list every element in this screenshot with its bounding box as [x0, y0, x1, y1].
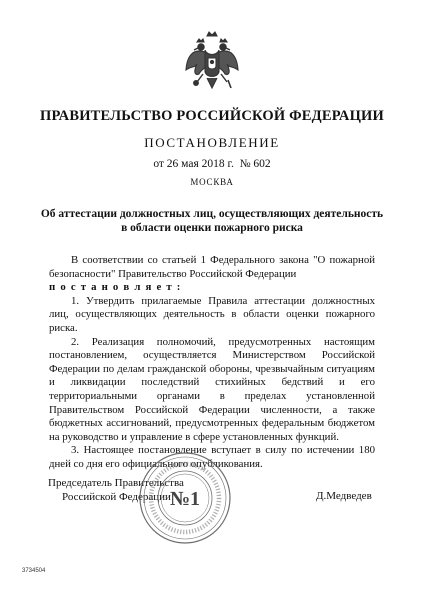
- item-3-paragraph: 3. Настоящее постановление вступает в силу по истечении 180 дней со дня его официального опубликования.: [49, 444, 375, 470]
- signatory-name: Д.Медведев: [316, 490, 372, 502]
- intro-paragraph: В соответствии со статьей 1 Федерального закона "О пожарной безопасности" Правительство Российской Федерации: [49, 254, 375, 280]
- signatory-role-line-2: Российской Федерации: [62, 491, 171, 503]
- double-headed-eagle-emblem-icon: [183, 30, 241, 94]
- item-1-paragraph: 1. Утвердить прилагаемые Правила аттестации должностных лиц, осуществляющих деятельность в области оценки пожарного риска.: [49, 294, 375, 334]
- organization-title: ПРАВИТЕЛЬСТВО РОССИЙСКОЙ ФЕДЕРАЦИИ: [39, 108, 385, 124]
- seal-number: №1: [169, 488, 201, 510]
- item-2-paragraph: 2. Реализация полномочий, предусмотренных настоящим постановлением, осуществляется Министерством Российской Федерации по делам гражданской обороны, чрезвычайным ситуациям и ликвидации последствий стихийных бедствий и его территориальными органами в пределах установленной Правительством Российской Федерации численности, а также бюджетных ассигнований, предусмотренных федеральным бюджетом на руководство и управление в сфере установленных функций.: [49, 335, 375, 443]
- subject-line-1: Об аттестации должностных лиц, осуществляющих деятельность: [40, 208, 384, 220]
- decree-word: п о с т а н о в л я е т :: [49, 281, 182, 294]
- document-city: МОСКВА: [190, 177, 234, 187]
- document-code: 3734504: [22, 568, 46, 574]
- signatory-role-line-1: Председатель Правительства: [48, 477, 184, 489]
- document-subject: [0, 207, 424, 235]
- document-body: [49, 254, 375, 472]
- document-type: ПОСТАНОВЛЕНИЕ: [144, 135, 280, 150]
- document-date-number: от 26 мая 2018 г. № 602: [153, 158, 271, 170]
- official-seal-stamp: [137, 450, 233, 546]
- subject-line-2: в области оценки пожарного риска: [121, 222, 303, 234]
